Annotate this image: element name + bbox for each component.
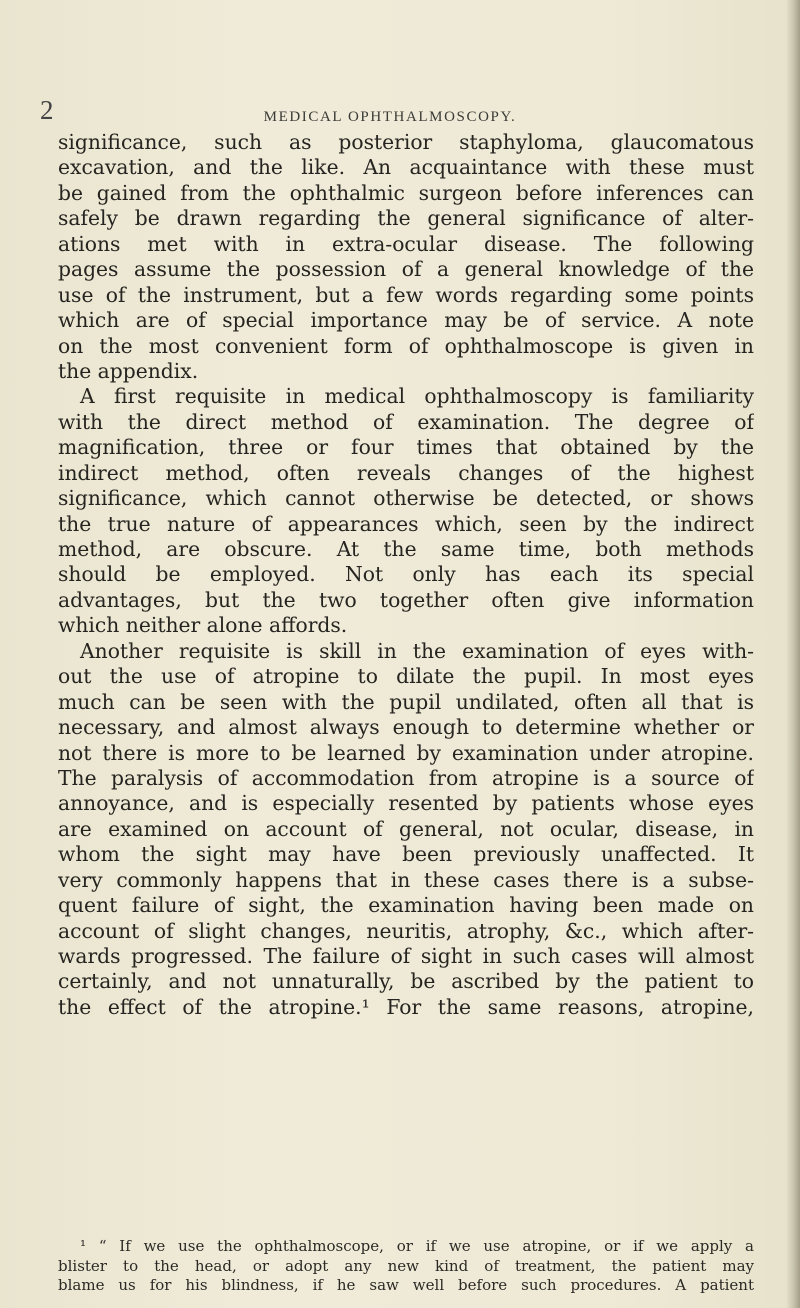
text-line: significance, such as posterior staphyloma, glaucomatous: [58, 130, 754, 154]
text-line: annoyance, and is especially resented by patients whose eyes: [58, 791, 754, 816]
body-text: [58, 130, 754, 1020]
text-line: on the most convenient form of ophthalmoscope is given in: [58, 333, 754, 358]
text-line: should be employed. Not only has each its special: [58, 562, 754, 587]
text-line: quent failure of sight, the examination having been made on: [58, 893, 754, 918]
text-line: be gained from the ophthalmic surgeon before inferences can: [58, 180, 754, 205]
text-line: are examined on account of general, not ocular, disease, in: [58, 816, 754, 841]
page-number: 2: [40, 95, 54, 125]
text-line: wards progressed. The failure of sight in such cases will almost: [58, 944, 754, 968]
text-line: magnification, three or four times that obtained by the: [58, 435, 754, 460]
text-line: A first requisite in medical ophthalmoscopy is familiarity: [80, 384, 754, 409]
text-line: excavation, and the like. An acquaintance with these must: [58, 155, 754, 180]
text-line: the appendix.: [58, 358, 199, 383]
text-line: with the direct method of examination. The degree of: [58, 409, 754, 434]
text-line: indirect method, often reveals changes of the highest: [58, 460, 754, 485]
text-line: pages assume the possession of a general knowledge of the: [58, 257, 754, 282]
running-head-title: MEDICAL OPHTHALMOSCOPY.: [263, 109, 517, 125]
running-head: [40, 95, 740, 131]
text-line: necessary, and almost always enough to determine whether or: [58, 715, 754, 740]
text-line: not there is more to be learned by examination under atropine.: [58, 740, 754, 765]
text-line: out the use of atropine to dilate the pupil. In most eyes: [58, 664, 754, 689]
text-line: The paralysis of accommodation from atropine is a source of: [58, 765, 754, 790]
text-line: much can be seen with the pupil undilated, often all that is: [58, 689, 754, 714]
text-line: certainly, and not unnaturally, be ascribed by the patient to: [58, 969, 754, 994]
footnote-line: blame us for his blindness, if he saw well before such procedures. A patient: [58, 1276, 754, 1294]
page-edge-shadow: [786, 0, 800, 1308]
text-line: which are of special importance may be of service. A note: [58, 308, 754, 333]
text-line: advantages, but the two together often give information: [58, 587, 754, 612]
text-line: very commonly happens that in these cases there is a subse-: [58, 867, 754, 892]
text-line: Another requisite is skill in the examination of eyes with-: [80, 638, 754, 663]
text-line: which neither alone affords.: [58, 613, 348, 638]
footnote-line: ¹ “ If we use the ophthalmoscope, or if we use atropine, or if we apply a: [80, 1237, 754, 1255]
text-line: the true nature of appearances which, seen by the indirect: [58, 511, 754, 536]
text-line: the effect of the atropine.¹ For the same reasons, atropine,: [58, 994, 754, 1019]
text-line: method, are obscure. At the same time, both methods: [58, 537, 754, 561]
text-line: use of the instrument, but a few words regarding some points: [58, 282, 754, 307]
text-line: safely be drawn regarding the general significance of alter-: [58, 206, 754, 231]
text-line: account of slight changes, neuritis, atrophy, &c., which after-: [58, 918, 754, 943]
footnote-line: blister to the head, or adopt any new kind of treatment, the patient may: [58, 1256, 754, 1275]
text-line: whom the sight may have been previously unaffected. It: [58, 842, 754, 867]
text-line: significance, which cannot otherwise be detected, or shows: [58, 486, 754, 511]
footnote: [58, 1237, 754, 1296]
text-line: ations met with in extra-ocular disease. The following: [58, 231, 754, 256]
